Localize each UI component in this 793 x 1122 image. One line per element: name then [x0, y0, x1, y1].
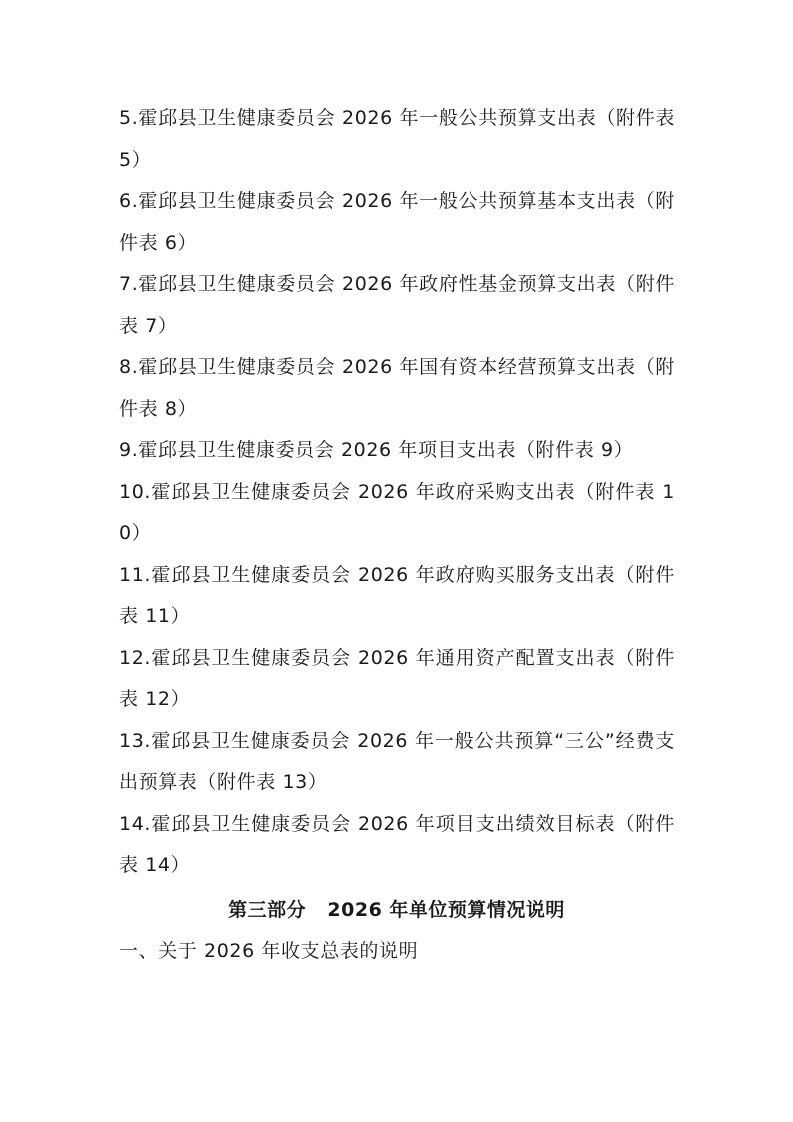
list-item: 9.霍邱县卫生健康委员会 2026 年项目支出表（附件表 9） — [119, 439, 634, 461]
list-item: 6.霍邱县卫生健康委员会 2026 年一般公共预算基本支出表（附件表 6） — [119, 190, 675, 254]
list-item: 7.霍邱县卫生健康委员会 2026 年政府性基金预算支出表（附件表 7） — [119, 273, 675, 337]
list-item: 14.霍邱县卫生健康委员会 2026 年项目支出绩效目标表（附件表 14） — [119, 812, 675, 876]
list-item: 12.霍邱县卫生健康委员会 2026 年通用资产配置支出表（附件表 12） — [119, 646, 675, 710]
list-item: 13.霍邱县卫生健康委员会 2026 年一般公共预算“三公”经费支出预算表（附件表 13） — [119, 729, 675, 793]
sub-heading: 一、关于 2026 年收支总表的说明 — [119, 940, 419, 962]
list-item: 8.霍邱县卫生健康委员会 2026 年国有资本经营预算支出表（附件表 8） — [119, 356, 675, 420]
list-item: 5.霍邱县卫生健康委员会 2026 年一般公共预算支出表（附件表 5） — [119, 107, 675, 171]
section-heading: 第三部分 2026 年单位预算情况说明 — [228, 899, 565, 921]
attachment-list — [119, 98, 675, 887]
list-item: 10.霍邱县卫生健康委员会 2026 年政府采购支出表（附件表 10） — [119, 480, 675, 544]
list-item: 11.霍邱县卫生健康委员会 2026 年政府购买服务支出表（附件表 11） — [119, 563, 675, 627]
